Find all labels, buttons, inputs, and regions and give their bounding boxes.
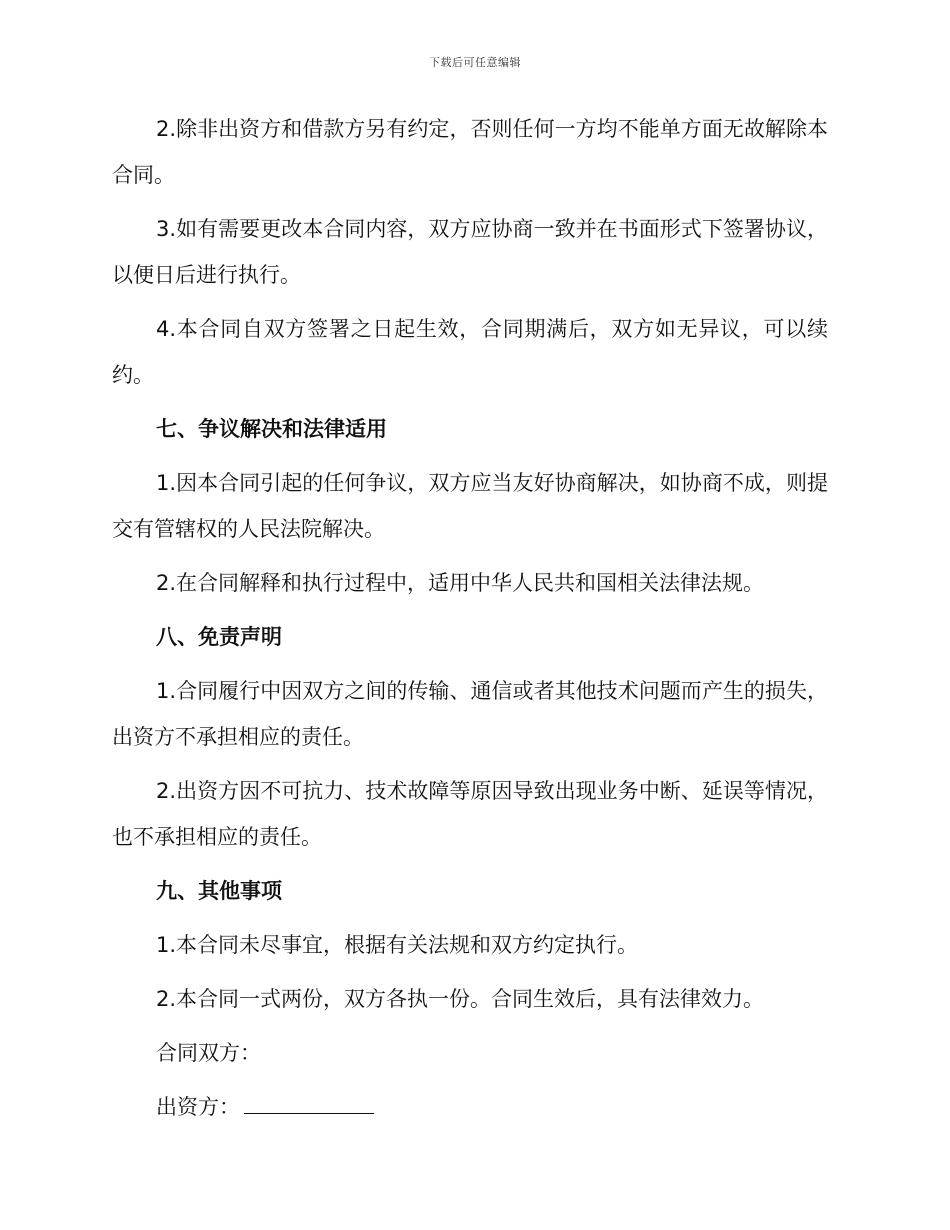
investor-signature-blank[interactable] xyxy=(244,1091,374,1114)
section-heading-9: 九、其他事项 xyxy=(156,879,282,903)
document-body xyxy=(112,106,828,1138)
clause-7-1: 1.因本合同引起的任何争议，双方应当友好协商解决，如协商不成，则提交有管辖权的人民法院解决。 xyxy=(112,471,828,541)
clause-8-1: 1.合同履行中因双方之间的传输、通信或者其他技术问题而产生的损失，出资方不承担相应的责任。 xyxy=(112,679,828,749)
page-header: 下载后可任意编辑 xyxy=(429,56,521,69)
section-heading-7: 七、争议解决和法律适用 xyxy=(156,417,387,441)
section-heading-8: 八、免责声明 xyxy=(156,625,282,649)
clause-6-3: 3.如有需要更改本合同内容，双方应协商一致并在书面形式下签署协议，以便日后进行执行。 xyxy=(112,217,828,287)
clause-6-4: 4.本合同自双方签署之日起生效，合同期满后，双方如无异议，可以续约。 xyxy=(112,317,828,387)
clause-9-1: 1.本合同未尽事宜，根据有关法规和双方约定执行。 xyxy=(156,933,639,957)
clause-7-2: 2.在合同解释和执行过程中，适用中华人民共和国相关法律法规。 xyxy=(156,571,765,595)
clause-6-2: 2.除非出资方和借款方另有约定，否则任何一方均不能单方面无故解除本合同。 xyxy=(112,117,828,187)
clause-9-2: 2.本合同一式两份，双方各执一份。合同生效后，具有法律效力。 xyxy=(156,987,765,1011)
investor-label: 出资方： xyxy=(156,1095,240,1119)
clause-8-2: 2.出资方因不可抗力、技术故障等原因导致出现业务中断、延误等情况，也不承担相应的责任。 xyxy=(112,779,828,849)
contract-parties-label: 合同双方： xyxy=(156,1041,261,1065)
investor-signature-line xyxy=(112,1084,828,1130)
